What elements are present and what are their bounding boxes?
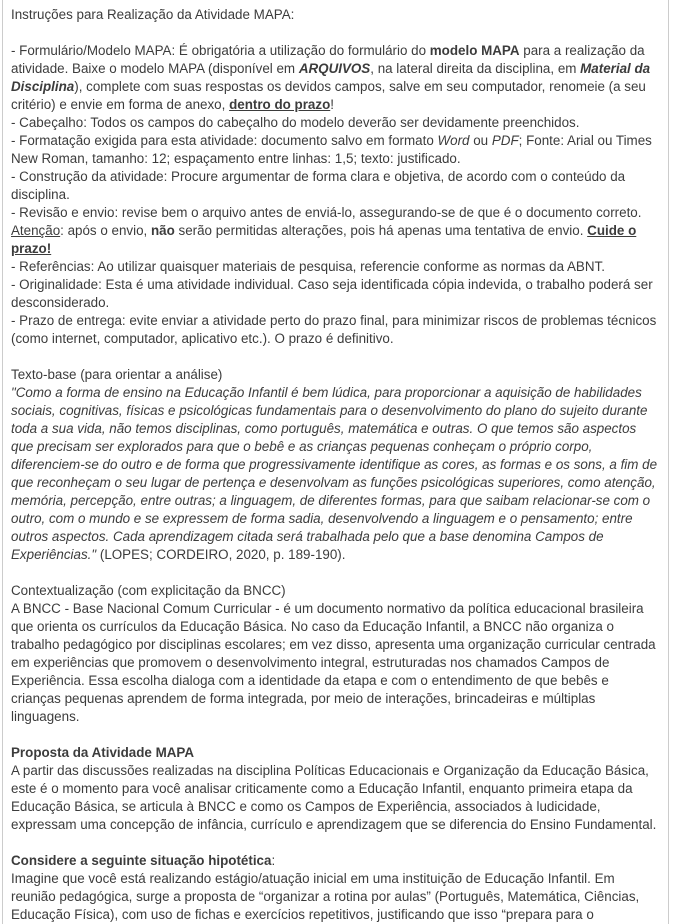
bullet-formulario-run: - Formulário/Modelo MAPA: É obrigatória a utilização do formulário do [11,43,430,58]
texto-base-quote-run: "Como a forma de ensino na Educação Infantil é bem lúdica, para proporcionar a aquisição de habilidades sociais, cognitivas, físicas e psicológicas fundamentais para o desenvolvimento do plano do sujeito durante toda a sua vida, não temos disciplinas, como português, matemática e outras. O que temos são aspectos que precisam ser explorados para que o bebê e as crianças pequenas conheçam o próprio corpo, diferenciem-se do outro e de forma que progressivamente identifique as cores, as formas e os sons, a fim de que reconheçam o seu lugar de pertença e desenvolvam as funções psicológicas superiores, como atenção, memória, percepção, entre outras; a linguagem, de diferentes formas, para que saibam relacionar-se com o outro, com o mundo e se expressem de forma sadia, desenvolvendo a linguagem e o pensamento; entre outros aspectos. Cada aprendizagem citada será trabalhada pelo que a base denomina Campos de Experiências." [11,385,658,562]
texto-base-title [11,366,660,384]
bullet-prazo [11,312,660,348]
situacao-body-run: Imagine que você está realizando estágio/atuação inicial em uma instituição de Educação Infantil. Em reunião pedagógica, surge a proposta de “organizar a rotina por aulas” (Português, Matemática, Ciências, Educação Física), com uso de fichas e exercícios repetitivos, justificando que isso “prepara para o [11,871,640,922]
note-atencao-run: : após o envio, [60,223,151,238]
bullet-formatacao [11,132,660,168]
bullet-formulario-run: ! [330,97,334,112]
situacao-title-run: Considere a seguinte situação hipotética [11,853,272,868]
bullet-formatacao-run: - Formatação exigida para esta atividade: documento salvo em formato [11,133,438,148]
bullet-originalidade-run: - Originalidade: Esta é uma atividade individual. Caso seja identificada cópia indevida, o trabalho poderá ser desconsiderado. [11,277,653,310]
document-body [11,6,660,924]
bullet-cabecalho-run: - Cabeçalho: Todos os campos do cabeçalho do modelo deverão ser devidamente preenchidos. [11,115,580,130]
proposta-title-run: Proposta da Atividade MAPA [11,745,195,760]
bullet-formulario-run: ARQUIVOS [298,61,371,76]
note-atencao-run: Cuide o prazo! [11,223,637,256]
bullet-cabecalho [11,114,660,132]
bullet-formulario-run: , na lateral direita da disciplina, em [370,61,581,76]
bullet-formulario [11,42,660,114]
proposta-title [11,744,660,762]
bullet-formatacao-run: ou [469,133,492,148]
contextualizacao-title-run: Contextualização (com explicitação da BNCC) [11,583,286,598]
contextualizacao-body-run: A BNCC - Base Nacional Comum Curricular - é um documento normativo da política educacional brasileira que orienta os currículos da Educação Básica. No caso da Educação Infantil, a BNCC não organiza o trabalho pedagógico por disciplinas escolares; em vez disso, apresenta uma organização curricular centrada em experiências que promovem o desenvolvimento integral, estruturadas nos chamados Campos de Experiência. Essa escolha dialoga com a identidade da etapa e com o entendimento de que bebês e crianças pequenas aprendem de forma integrada, por meio de interações, brincadeiras e múltiplas linguagens. [11,601,656,724]
bullet-formatacao-run: PDF [491,133,519,148]
proposta-body-run: A partir das discussões realizadas na disciplina Políticas Educacionais e Organização da Educação Básica, este é o momento para você analisar criticamente como a Educação Infantil, enquanto primeira etapa da Educação Básica, se articula à BNCC e como os Campos de Experiência, associados à ludicidade, expressam uma concepção de infância, currículo e aprendizagem que se diferencia do Ensino Fundamental. [11,763,657,832]
bullet-formulario-run: modelo MAPA [429,43,520,58]
texto-base-quote [11,384,660,564]
bullet-revisao [11,204,660,222]
note-atencao-run: não [150,223,175,238]
bullet-originalidade [11,276,660,312]
bullet-revisao-run: - Revisão e envio: revise bem o arquivo antes de enviá-lo, assegurando-se de que é o documento correto. [11,205,642,220]
situacao-body [11,870,660,924]
proposta-body [11,762,660,834]
bullet-formulario-run: dentro do prazo [229,97,331,112]
bullet-formatacao-run: ; Fonte: Arial ou Times New Roman, tamanho: 12; espaçamento entre linhas: 1,5; texto: justificado. [11,133,652,166]
note-atencao-run: serão permitidas alterações, pois há apenas uma tentativa de envio. [174,223,588,238]
contextualizacao-title [11,582,660,600]
intro-title [11,6,660,24]
situacao-title-run: : [271,853,276,868]
situacao-title [11,852,660,870]
bullet-construcao-run: - Construção da atividade: Procure argumentar de forma clara e objetiva, de acordo com o conteúdo da disciplina. [11,169,626,202]
bullet-formulario-run: ), complete com suas respostas os devidos campos, salve em seu computador, renomeie (a seu critério) e envie em forma de anexo, [11,79,646,112]
note-atencao [11,222,660,258]
bullet-formulario-run: para a realização da atividade. Baixe o modelo MAPA (disponível em [11,43,645,76]
activity-instructions-panel [2,0,669,924]
texto-base-quote-run: (LOPES; CORDEIRO, 2020, p. 189-190). [96,547,346,562]
intro-title-run: Instruções para Realização da Atividade MAPA: [11,7,295,22]
texto-base-title-run: Texto-base (para orientar a análise) [11,367,223,382]
bullet-formatacao-run: Word [437,133,470,148]
bullet-referencias-run: - Referências: Ao utilizar quaisquer materiais de pesquisa, referencie conforme as normas da ABNT. [11,259,605,274]
contextualizacao-body [11,600,660,726]
bullet-formulario-run: Material da Disciplina [11,61,651,94]
bullet-prazo-run: - Prazo de entrega: evite enviar a atividade perto do prazo final, para minimizar riscos de problemas técnicos (como internet, computador, aplicativo etc.). O prazo é definitivo. [11,313,657,346]
bullet-referencias [11,258,660,276]
note-atencao-run: Atenção [11,223,61,238]
bullet-construcao [11,168,660,204]
